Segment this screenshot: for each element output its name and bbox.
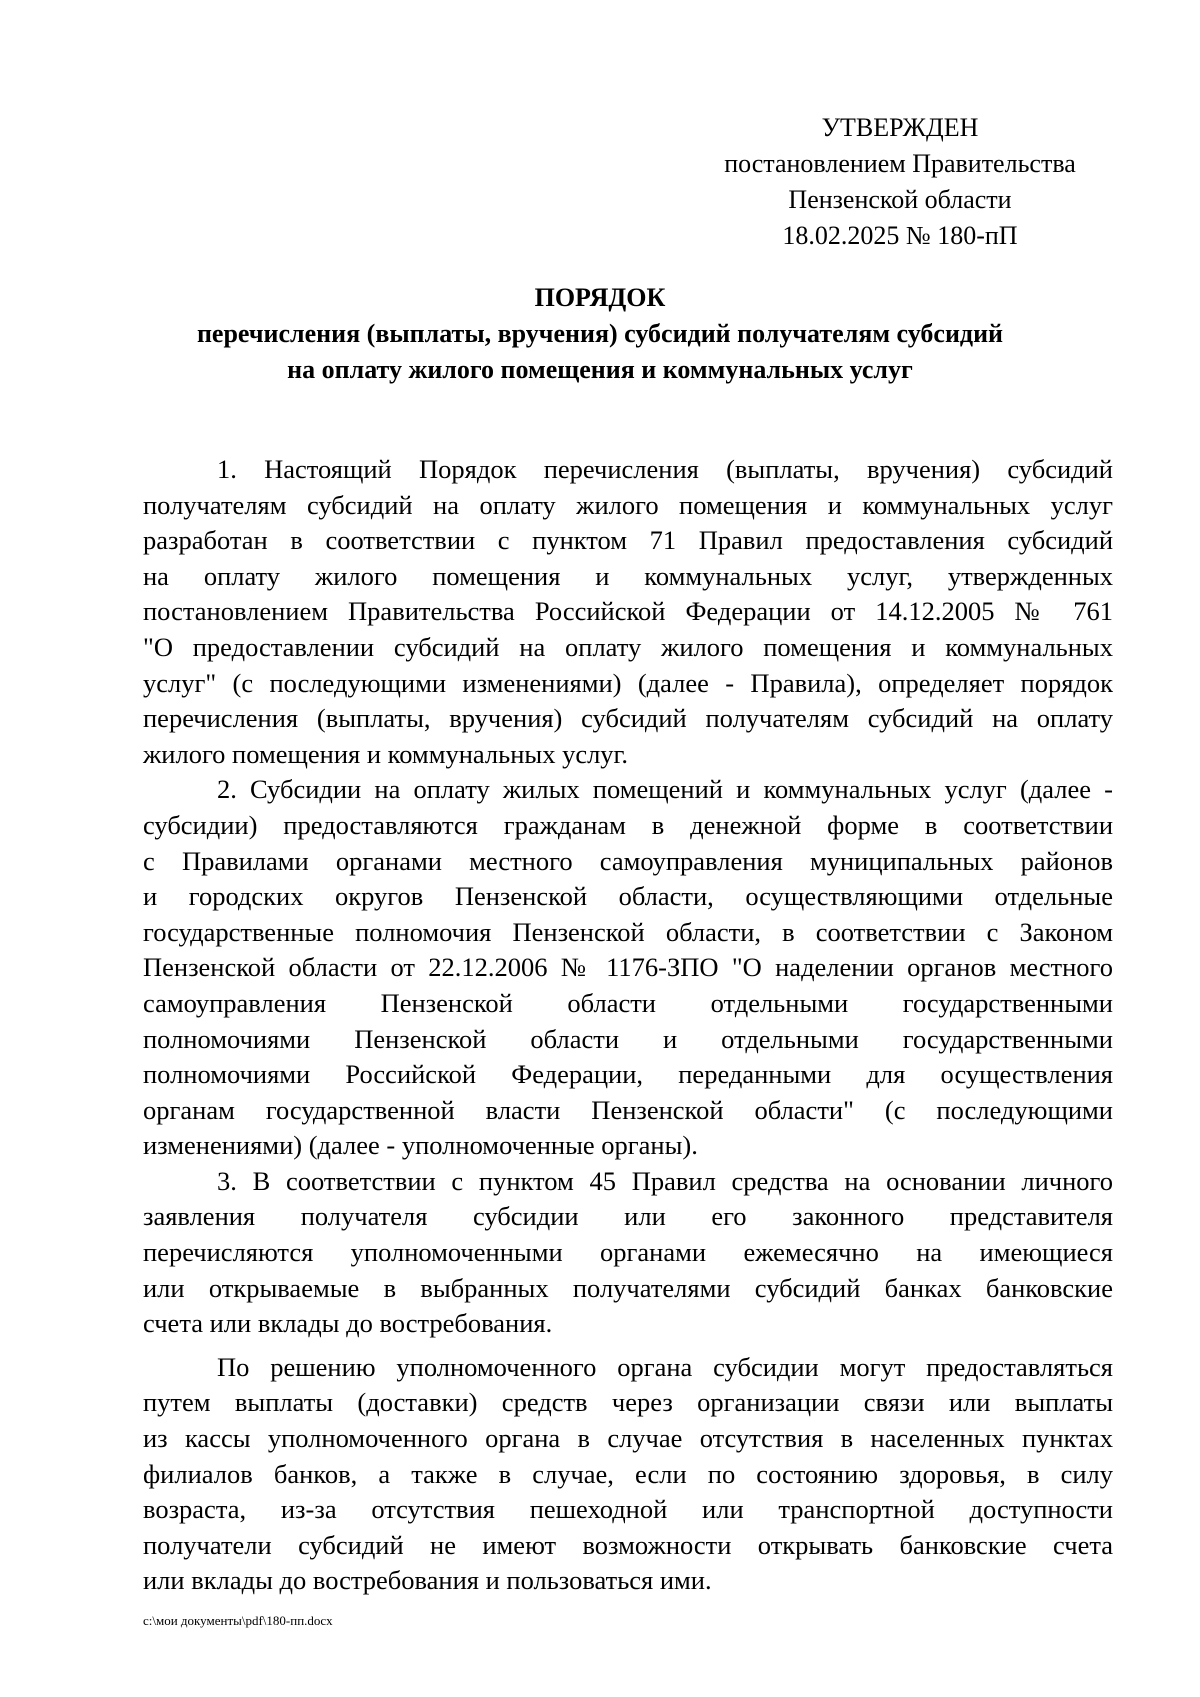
text-line: заявления получателя субсидии или его законного представителя bbox=[143, 1201, 1113, 1232]
text-line: получатели субсидий не имеют возможности открывать банковские счета bbox=[143, 1529, 1113, 1560]
text-line: постановлением Правительства Российской Федерации от 14.12.2005 № 761 bbox=[143, 596, 1113, 627]
document-subtitle-line: на оплату жилого помещения и коммунальных услуг bbox=[287, 355, 913, 384]
approval-title: УТВЕРЖДЕН bbox=[821, 113, 979, 142]
paragraph-3 bbox=[143, 1164, 1113, 1342]
text-line: перечисляются уполномоченными органами ежемесячно на имеющиеся bbox=[143, 1237, 1113, 1268]
footer-file-path: c:\мои документы\pdf\180-пп.docx bbox=[143, 1613, 333, 1628]
approval-date-number: 18.02.2025 № 180-пП bbox=[782, 221, 1018, 250]
text-line: и городских округов Пензенской области, осуществляющими отдельные bbox=[143, 881, 1113, 912]
document-subtitle-line: перечисления (выплаты, вручения) субсидий получателям субсидий bbox=[196, 319, 1004, 348]
text-line: 1. Настоящий Порядок перечисления (выплаты, вручения) субсидий bbox=[217, 454, 1113, 484]
text-line: или вклады до востребования и пользоваться ими. bbox=[143, 1565, 712, 1596]
text-line: счета или вклады до востребования. bbox=[143, 1308, 553, 1339]
text-line: полномочиями Пензенской области и отдельными государственными bbox=[143, 1023, 1113, 1054]
approval-stamp bbox=[690, 110, 1110, 254]
document-heading bbox=[140, 280, 1060, 388]
document-title: ПОРЯДОК bbox=[534, 283, 666, 312]
text-line: "О предоставлении субсидий на оплату жилого помещения и коммунальных bbox=[143, 631, 1113, 662]
text-line: Пензенской области от 22.12.2006 № 1176-ЗПО "О наделении органов местного bbox=[143, 952, 1113, 983]
text-line: услуг" (с последующими изменениями) (далее - Правила), определяет порядок bbox=[143, 667, 1113, 698]
text-line: жилого помещения и коммунальных услуг. bbox=[143, 738, 629, 769]
text-line: возраста, из-за отсутствия пешеходной или транспортной доступности bbox=[143, 1494, 1113, 1525]
paragraph-4 bbox=[143, 1350, 1113, 1599]
text-line: 2. Субсидии на оплату жилых помещений и коммунальных услуг (далее - bbox=[217, 774, 1113, 805]
text-line: перечисления (выплаты, вручения) субсидий получателям субсидий на оплату bbox=[143, 703, 1113, 734]
text-line: полномочиями Российской Федерации, переданными для осуществления bbox=[143, 1059, 1113, 1090]
text-line: государственные полномочия Пензенской области, в соответствии с Законом bbox=[143, 916, 1113, 947]
text-line: разработан в соответствии с пунктом 71 Правил предоставления субсидий bbox=[143, 525, 1113, 556]
text-line: 3. В соответствии с пунктом 45 Правил средства на основании личного bbox=[217, 1165, 1113, 1196]
text-line: путем выплаты (доставки) средств через организации связи или выплаты bbox=[143, 1387, 1113, 1418]
paragraph-1 bbox=[143, 452, 1113, 772]
document-body bbox=[143, 452, 1113, 1599]
text-line: По решению уполномоченного органа субсидии могут предоставляться bbox=[217, 1351, 1113, 1382]
text-line: с Правилами органами местного самоуправления муниципальных районов bbox=[143, 845, 1113, 876]
text-line: органам государственной власти Пензенской области" (с последующими bbox=[143, 1094, 1113, 1125]
text-line: филиалов банков, а также в случае, если по состоянию здоровья, в силу bbox=[143, 1458, 1113, 1489]
paragraph-2 bbox=[143, 772, 1113, 1164]
text-line: субсидии) предоставляются гражданам в денежной форме в соответствии bbox=[143, 809, 1113, 840]
text-line: на оплату жилого помещения и коммунальных услуг, утвержденных bbox=[143, 560, 1113, 591]
approval-region: Пензенской области bbox=[788, 185, 1012, 214]
text-line: или открываемые в выбранных получателями субсидий банках банковские bbox=[143, 1272, 1113, 1303]
text-line: изменениями) (далее - уполномоченные органы). bbox=[143, 1130, 698, 1161]
text-line: получателям субсидий на оплату жилого помещения и коммунальных услуг bbox=[143, 489, 1113, 520]
text-line: из кассы уполномоченного органа в случае отсутствия в населенных пунктах bbox=[143, 1423, 1113, 1454]
text-line: самоуправления Пензенской области отдельными государственными bbox=[143, 987, 1113, 1018]
approval-resolution: постановлением Правительства bbox=[724, 149, 1076, 178]
